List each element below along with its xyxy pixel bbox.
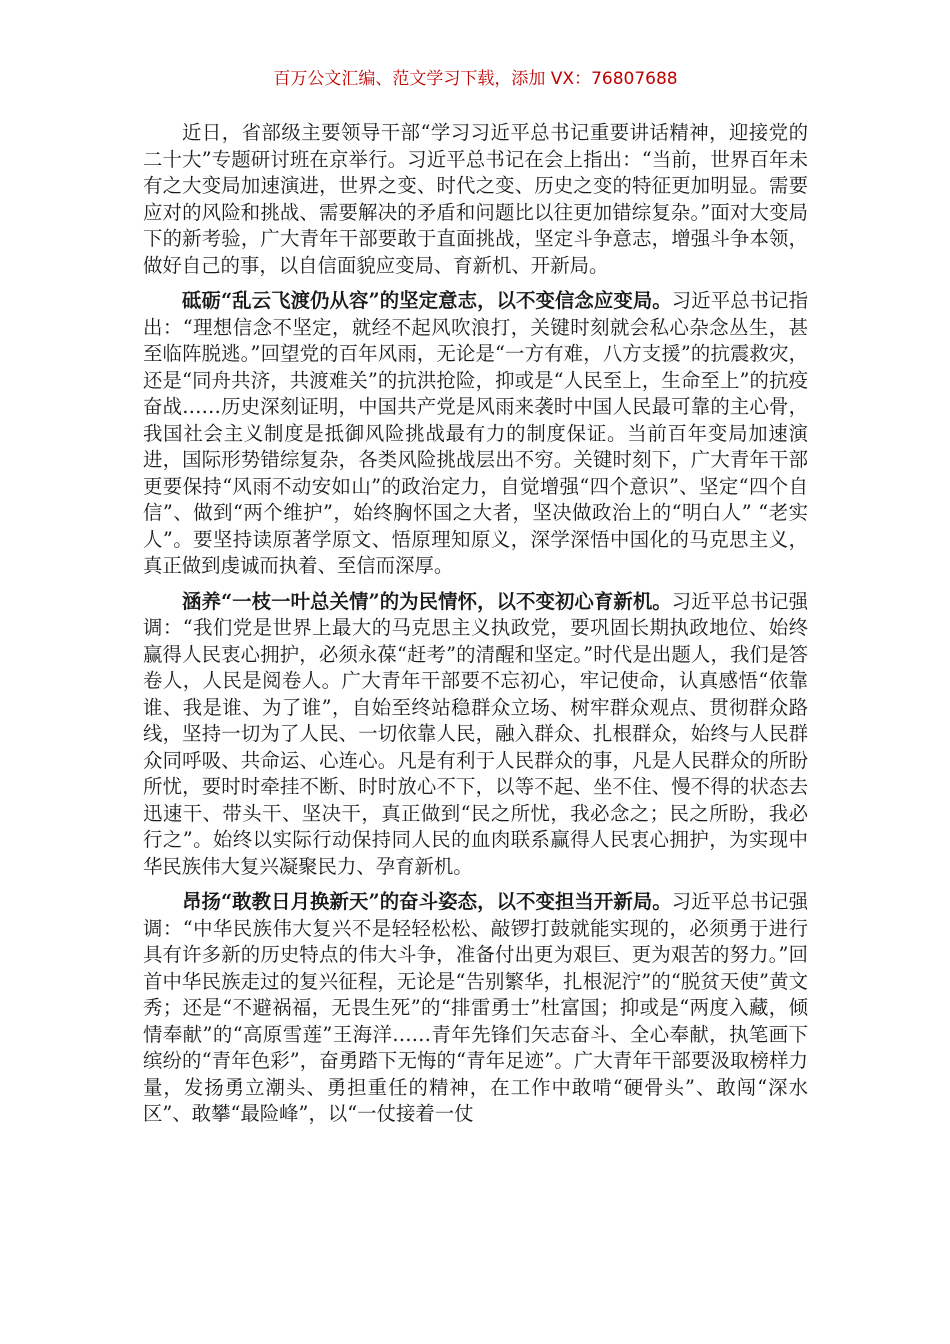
paragraph-will	[143, 288, 808, 580]
watermark-header: 百万公文汇编、范文学习下载，添加 VX：76807688	[273, 69, 678, 89]
paragraph-people	[143, 589, 808, 881]
paragraph-struggle	[143, 889, 808, 1128]
paragraph-text: 习近平总书记强调：“中华民族伟大复兴不是轻轻松松、敲锣打鼓就能实现的，必须勇于进行具有许多新的历史特点的伟大斗争，准备付出更为艰巨、更为艰苦的努力。”回首中华民族走过的复兴征程，无论是“告别繁华，扎根泥泞”的“脱贫天使”黄文秀；还是“不避祸福，无畏生死”的“排雷勇士”杜富国；抑或是“两度入藏，倾情奉献”的“高原雪莲”王海洋……青年先锋们矢志奋斗、全心奉献，执笔画下缤纷的“青年色彩”，奋勇踏下无悔的“青年足迹”。广大青年干部要汲取榜样力量，发扬勇立潮头、勇担重任的精神，在工作中敢啃“硬骨头”、敢闯“深水区”、敢攀“最险峰”，以“一仗接着一仗	[143, 890, 808, 1125]
document-page	[143, 0, 808, 1344]
paragraph-text: 近日，省部级主要领导干部“学习习近平总书记重要讲话精神，迎接党的二十大”专题研讨班在京举行。习近平总书记在会上指出：“当前，世界百年未有之大变局加速演进，世界之变、时代之变、历史之变的特征更加明显。需要应对的风险和挑战、需要解决的矛盾和问题比以往更加错综复杂。”面对大变局下的新考验，广大青年干部要敢于直面挑战，坚定斗争意志，增强斗争本领，做好自己的事，以自信面貌应变局、育新机、开新局。	[143, 121, 808, 277]
paragraph-lead: 砥砺“乱云飞渡仍从容”的坚定意志，以不变信念应变局。	[182, 289, 672, 312]
article-body	[143, 120, 808, 1137]
paragraph-lead: 涵养“一枝一叶总关情”的为民情怀，以不变初心育新机。	[182, 589, 672, 613]
paragraph-intro	[143, 120, 808, 279]
paragraph-lead: 昂扬“敢教日月换新天”的奋斗姿态，以不变担当开新局。	[182, 890, 672, 913]
paragraph-text: 习近平总书记指出：“理想信念不坚定，就经不起风吹浪打，关键时刻就会私心杂念丛生，甚至临阵脱逃。”回望党的百年风雨，无论是“一方有难，八方支援”的抗震救灾，还是“同舟共济，共渡难关”的抗洪抢险，抑或是“人民至上，生命至上”的抗疫奋战……历史深刻证明，中国共产党是风雨来袭时中国人民最可靠的主心骨，我国社会主义制度是抵御风险挑战最有力的制度保证。当前百年变局加速演进，国际形势错综复杂，各类风险挑战层出不穷。关键时刻下，广大青年干部更要保持“风雨不动安如山”的政治定力，自觉增强“四个意识”、坚定“四个自信”、做到“两个维护”，始终胸怀国之大者，坚决做政治上的“明白人” “老实人”。要坚持读原著学原文、悟原理知原义，深学深悟中国化的马克思主义，真正做到虔诚而执着、至信而深厚。	[143, 289, 808, 577]
paragraph-text: 习近平总书记强调：“我们党是世界上最大的马克思主义执政党，要巩固长期执政地位、始终赢得人民衷心拥护，必须永葆“赶考”的清醒和坚定。”时代是出题人，我们是答卷人，人民是阅卷人。广大青年干部要不忘初心，牢记使命，认真感悟“依靠谁、我是谁、为了谁”，自始至终站稳群众立场、树牢群众观点、贯彻群众路线，坚持一切为了人民、一切依靠人民，融入群众、扎根群众，始终与人民群众同呼吸、共命运、心连心。凡是有利于人民群众的事，凡是人民群众的所盼所忧，要时时牵挂不断、时时放心不下，以等不起、坐不住、慢不得的状态去迅速干、带头干、坚决干，真正做到“民之所忧，我必念之；民之所盼，我必行之”。始终以实际行动保持同人民的血肉联系赢得人民衷心拥护，为实现中华民族伟大复兴凝聚民力、孕育新机。	[143, 589, 808, 878]
